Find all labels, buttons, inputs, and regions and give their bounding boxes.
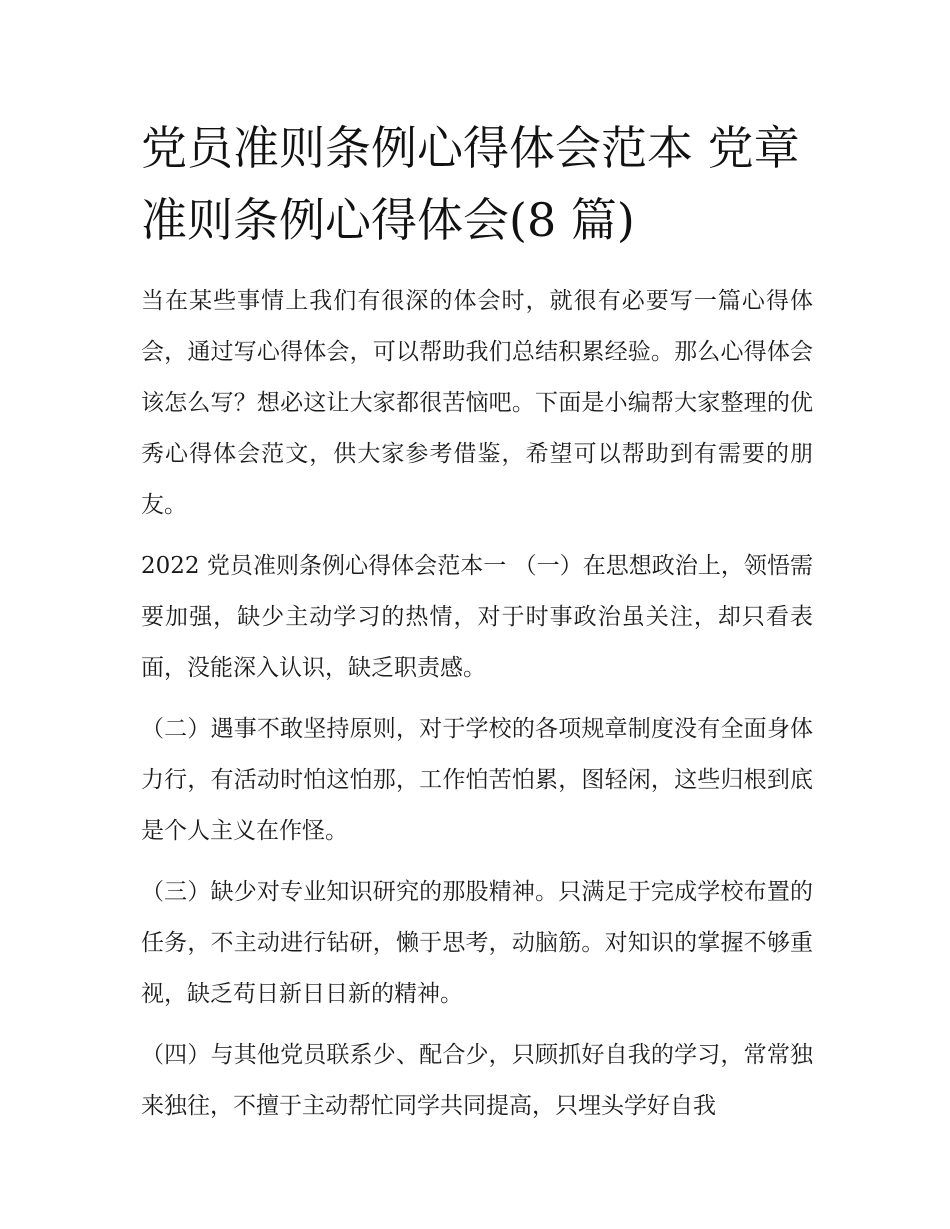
paragraph-section-4: （四）与其他党员联系少、配合少，只顾抓好自我的学习，常常独来独往，不擅于主动帮忙同学共同提高，只埋头学好自我 [141, 1042, 813, 1119]
paragraph-section-3: （三）缺少对专业知识研究的那股精神。只满足于完成学校布置的任务，不主动进行钻研，懒于思考，动脑筋。对知识的掌握不够重视，缺乏苟日新日日新的精神。 [141, 879, 813, 1007]
paragraph-section-2: （二）遇事不敢坚持原则，对于学校的各项规章制度没有全面身体力行，有活动时怕这怕那，工作怕苦怕累，图轻闲，这些归根到底是个人主义在作怪。 [141, 716, 813, 844]
paragraph-section-1: 2022 党员准则条例心得体会范本一 （一）在思想政治上，领悟需要加强，缺少主动学习的热情，对于时事政治虽关注，却只看表面，没能深入认识，缺乏职责感。 [141, 553, 813, 681]
paragraph-intro: 当在某些事情上我们有很深的体会时，就很有必要写一篇心得体会，通过写心得体会，可以帮助我们总结积累经验。那么心得体会该怎么写？想必这让大家都很苦恼吧。下面是小编帮大家整理的优秀心得体会范文，供大家参考借鉴，希望可以帮助到有需要的朋友。 [141, 288, 813, 518]
document-body [141, 276, 813, 1132]
document-page [141, 112, 813, 1142]
document-title: 党员准则条例心得体会范本 党章准则条例心得体会(8 篇) [141, 121, 800, 247]
